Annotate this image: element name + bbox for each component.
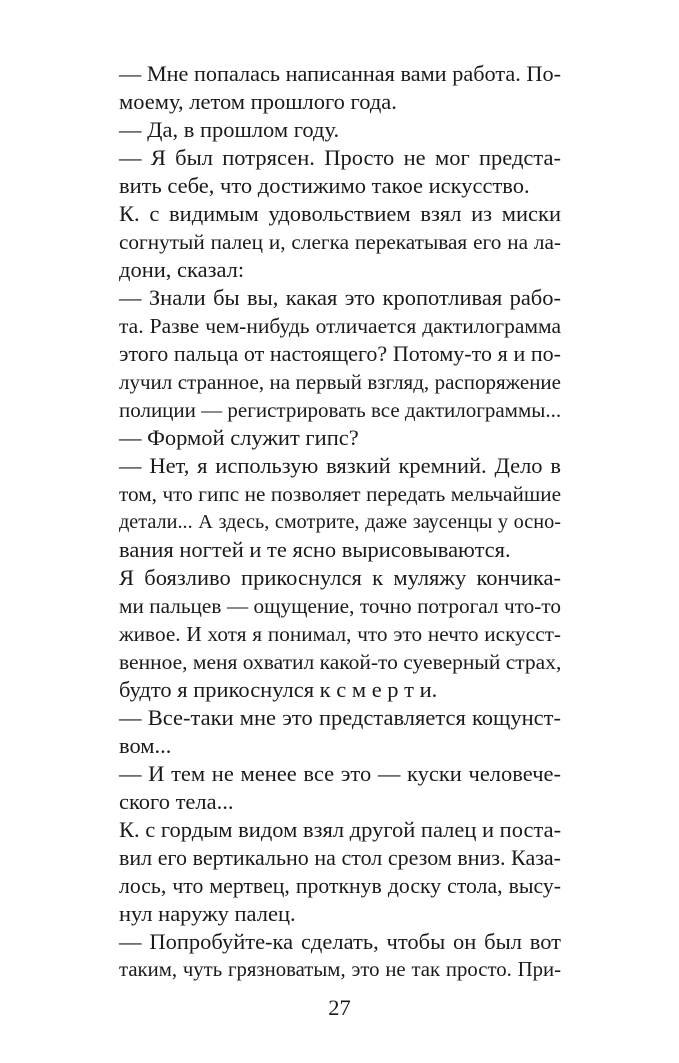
text-line: — Знали бы вы, какая это кропотливая рабо- xyxy=(119,285,561,310)
text-line: моему, летом прошлого года. xyxy=(119,89,397,114)
text-line: — Попробуйте-ка сделать, чтобы он был вот xyxy=(119,929,561,954)
text-line: лось, что мертвец, проткнув доску стола, высу- xyxy=(119,874,561,898)
text-line: — Мне попалась написанная вами работа. По- xyxy=(119,61,561,86)
text-line: вил его вертикально на стол срезом вниз. Каза- xyxy=(119,845,561,870)
text-line: К. с гордым видом взял другой палец и поста- xyxy=(119,817,562,842)
text-line: таким, чуть грязноватым, это не так просто. При- xyxy=(119,959,561,981)
text-line: том, что гипс не позволяет передать мельчайшие xyxy=(119,482,561,506)
text-line: детали... А здесь, смотрите, даже заусенцы у осно- xyxy=(119,511,561,533)
text-line: вить себе, что достижимо такое искусство. xyxy=(119,173,530,198)
text-line: полиции — регистрировать все дактилограммы... xyxy=(119,398,562,422)
text-line: вом... xyxy=(119,733,172,758)
text-line: нул наружу палец. xyxy=(119,901,296,926)
page-number: 27 xyxy=(328,995,351,1020)
text-line: лучил странное, на первый взгляд, распоряжение xyxy=(119,370,561,394)
text-line: — Формой служит гипс? xyxy=(119,425,359,450)
text-line: венное, меня охватил какой-то суеверный страх, xyxy=(119,650,562,674)
text-line: та. Разве чем-нибудь отличается дактилограмма xyxy=(119,314,561,338)
text-line: К. с видимым удовольствием взял из миски xyxy=(119,201,561,226)
text-line: будто я прикоснулся к с м е р т и. xyxy=(119,677,438,702)
text-line: ского тела... xyxy=(119,789,234,814)
text-line: этого пальца от настоящего? Потому-то я и по- xyxy=(119,341,561,366)
text-line: — И тем не менее все это — куски человече- xyxy=(119,761,561,786)
text-line: Я боязливо прикоснулся к муляжу кончика- xyxy=(119,565,561,590)
text-line: вания ногтей и те ясно вырисовываются. xyxy=(119,537,511,562)
text-line: — Нет, я использую вязкий кремний. Дело в xyxy=(119,453,561,478)
text-line: ми пальцев — ощущение, точно потрогал что-то xyxy=(119,594,561,618)
text-line: — Все-таки мне это представляется кощунст- xyxy=(119,705,561,730)
text-line: живое. И хотя я понимал, что это нечто искусст- xyxy=(119,622,561,646)
text-line: дони, сказал: xyxy=(119,257,245,282)
text-line: — Я был потрясен. Просто не мог предста- xyxy=(119,145,561,170)
text-line: — Да, в прошлом году. xyxy=(119,117,340,142)
text-line: согнутый палец и, слегка перекатывая его на ла- xyxy=(119,230,561,254)
